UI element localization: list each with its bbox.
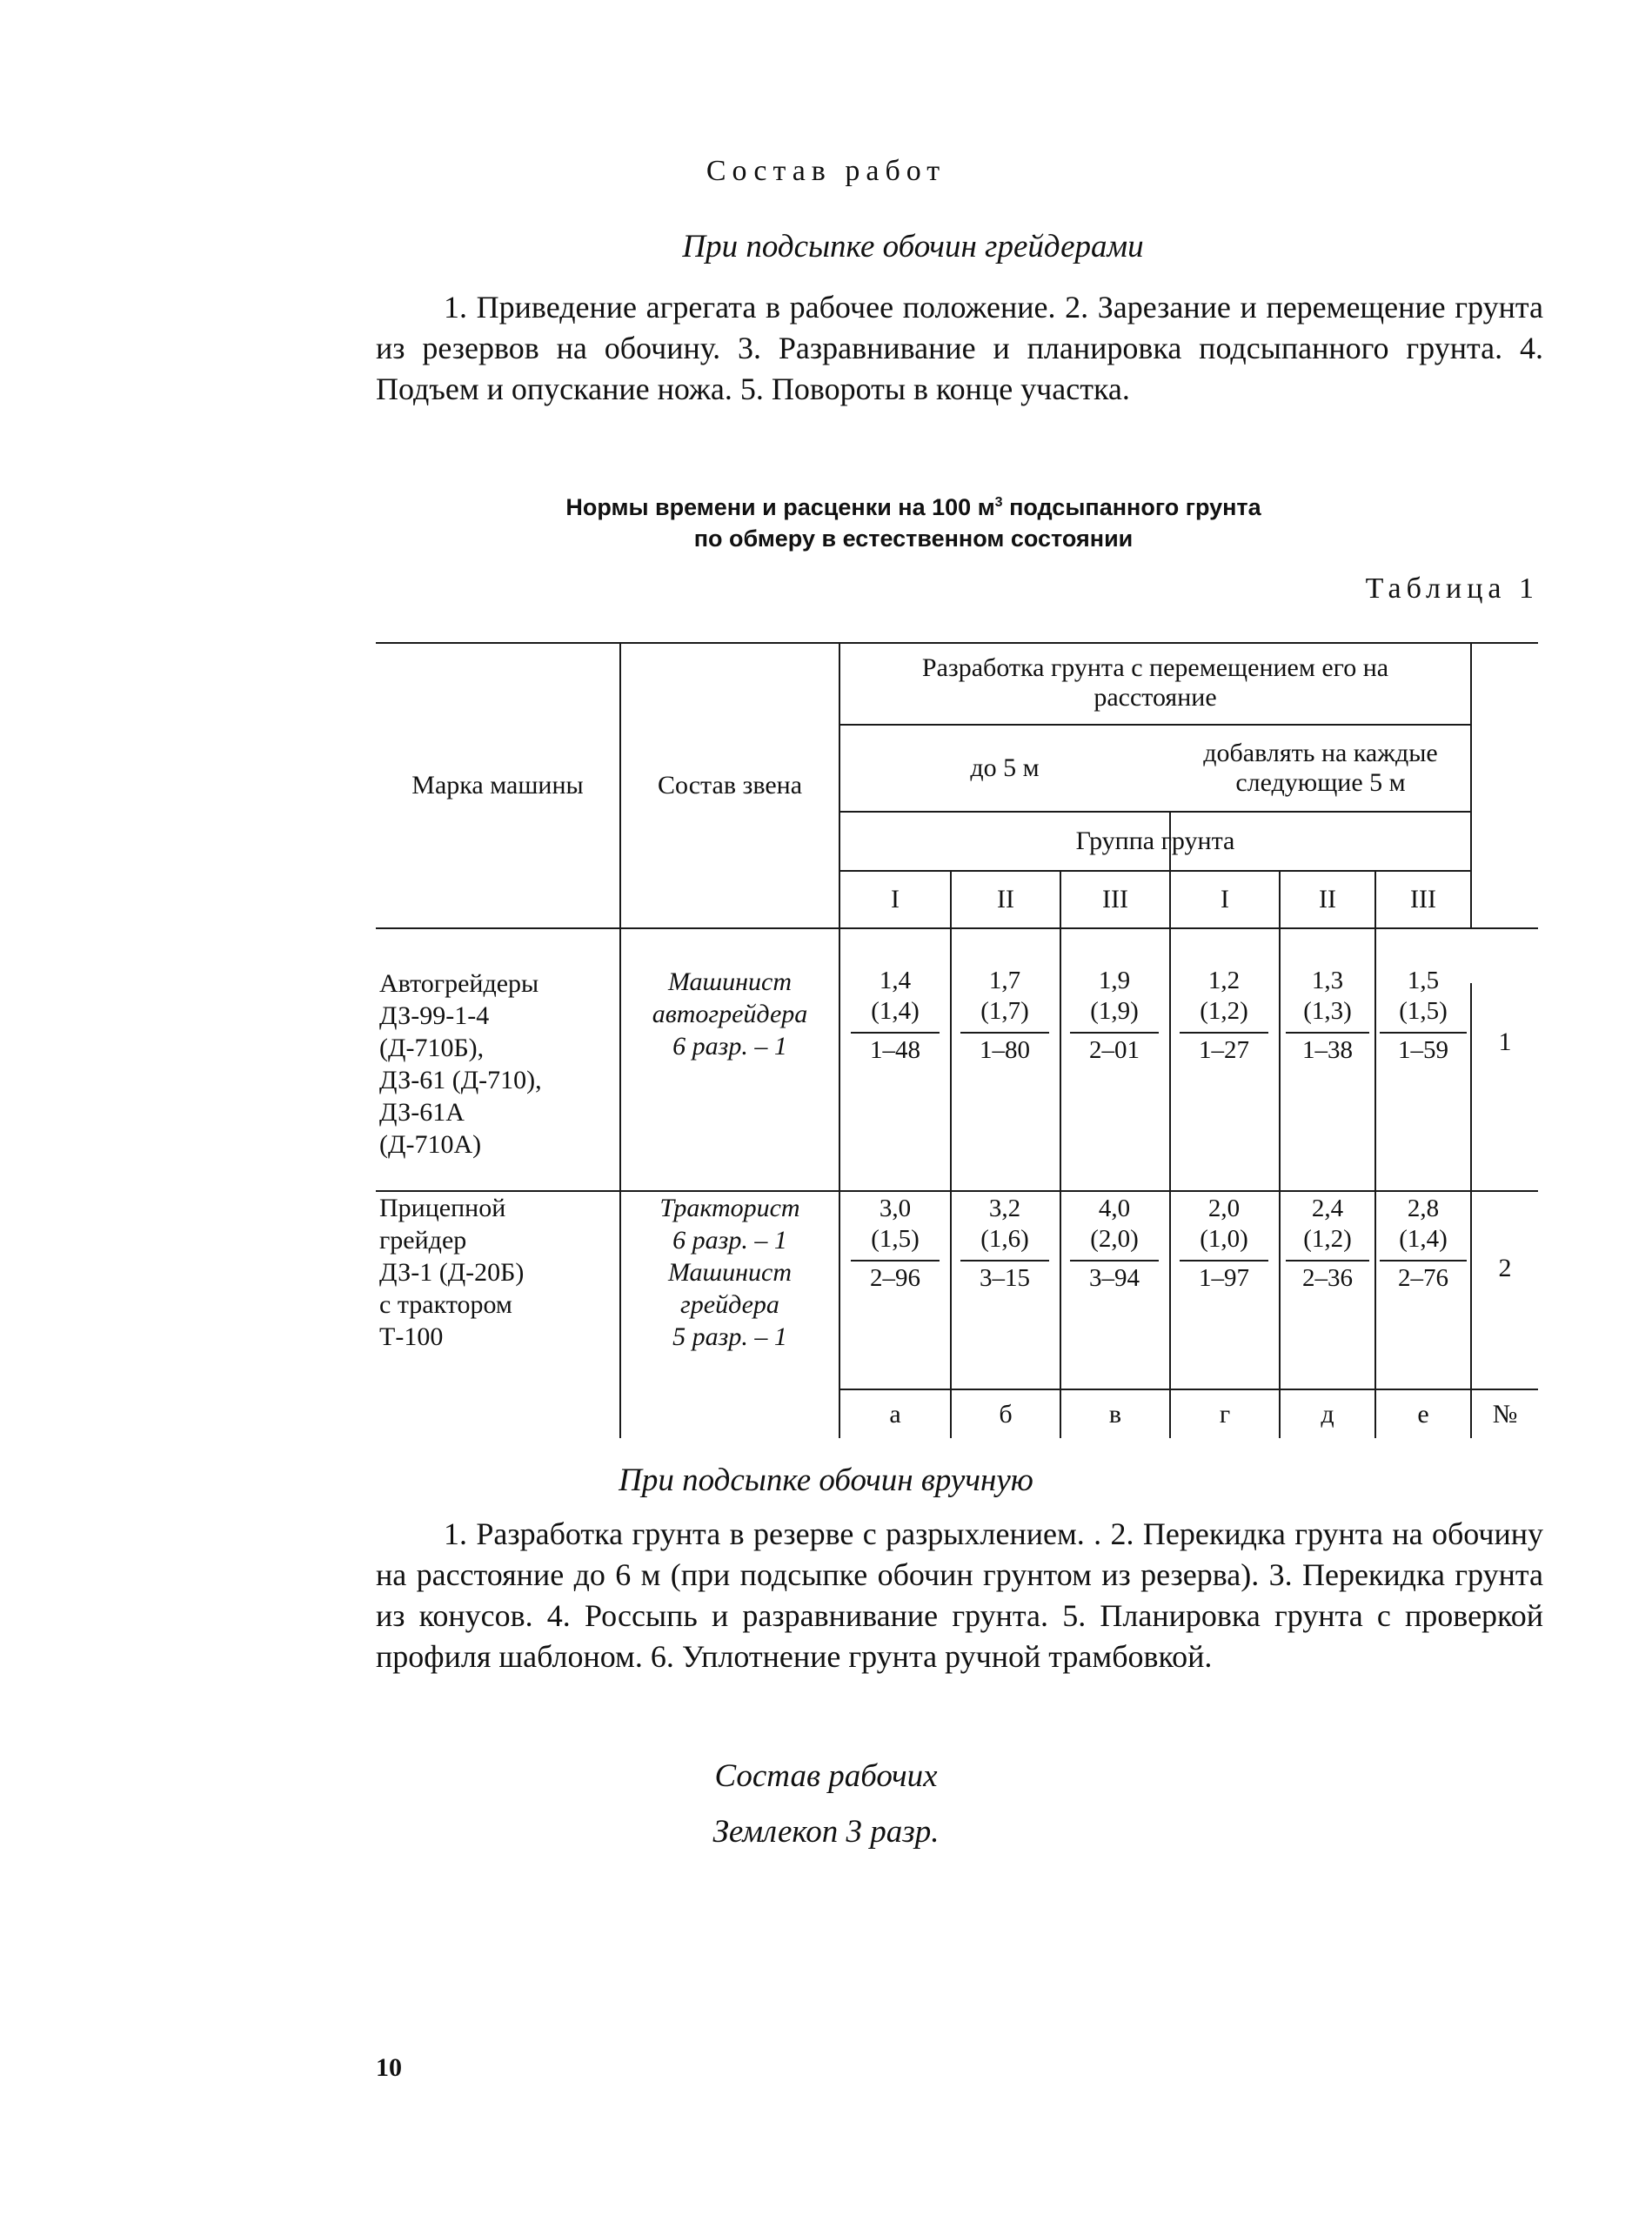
row2-value-a xyxy=(851,1194,940,1294)
col-letter-b: б xyxy=(999,1399,1013,1429)
row1-crew-line: 6 разр. – 1 xyxy=(672,1032,787,1061)
workers-value: Землекоп 3 разр. xyxy=(712,1814,940,1850)
row2-brand-line: грейдер xyxy=(379,1226,467,1255)
row2-value-c xyxy=(1070,1194,1159,1294)
row2-crew xyxy=(621,1192,839,1353)
norm-alt: (1,2) xyxy=(1303,1225,1352,1253)
norm: 4,0 xyxy=(1098,1195,1131,1222)
norm: 2,8 xyxy=(1407,1195,1440,1222)
rate: 1–59 xyxy=(1380,1032,1467,1066)
row1-brand-line: Автогрейдеры xyxy=(379,969,539,998)
row1-brand xyxy=(379,967,619,1161)
row1-value-f xyxy=(1380,966,1467,1066)
row2-brand-line: ДЗ-1 (Д-20Б) xyxy=(379,1258,525,1287)
row1-crew-line: автогрейдера xyxy=(652,1000,808,1028)
rate: 1–27 xyxy=(1180,1032,1268,1066)
row1-value-a xyxy=(851,966,940,1066)
norm: 1,3 xyxy=(1311,967,1344,994)
rate: 1–38 xyxy=(1286,1032,1369,1066)
row1-brand-line: (Д-710А) xyxy=(379,1130,482,1159)
col-letter-c: в xyxy=(1108,1399,1122,1429)
norm: 1,4 xyxy=(879,967,912,994)
row2-crew-line: Машинист xyxy=(667,1258,793,1287)
group-3: III xyxy=(1102,885,1128,914)
norm: 3,0 xyxy=(879,1195,912,1222)
group-5: II xyxy=(1319,885,1336,914)
norms-table xyxy=(376,642,1538,1438)
norm-alt: (1,3) xyxy=(1303,997,1352,1025)
row1-value-b xyxy=(960,966,1049,1066)
norm-alt: (1,5) xyxy=(1399,997,1448,1025)
caption-line2: по обмеру в естественном состоянии xyxy=(693,525,1134,552)
table-label: Таблица 1 xyxy=(1365,572,1539,605)
header-work: Разработка грунта с перемещением его на расстояние xyxy=(921,653,1389,712)
rate: 2–36 xyxy=(1286,1260,1369,1294)
col-num-label: № xyxy=(1492,1399,1518,1429)
rate: 1–80 xyxy=(960,1032,1049,1066)
header-upto5: до 5 м xyxy=(970,753,1040,782)
row2-crew-line: Тракторист xyxy=(659,1194,800,1222)
norm-alt: (1,9) xyxy=(1090,997,1139,1025)
page-number: 10 xyxy=(376,2053,402,2082)
col-letter-e: д xyxy=(1321,1399,1334,1429)
row2-crew-line: грейдера xyxy=(680,1290,779,1319)
col-letter-d: г xyxy=(1219,1399,1231,1429)
row1-brand-line: ДЗ-61 (Д-710), xyxy=(379,1066,542,1094)
row2-brand-line: Т-100 xyxy=(379,1322,444,1351)
rate: 1–48 xyxy=(851,1032,940,1066)
norm-alt: (1,5) xyxy=(871,1225,920,1253)
norm: 2,4 xyxy=(1311,1195,1344,1222)
rule-v-c5 xyxy=(1374,870,1376,1438)
group-6: III xyxy=(1410,885,1436,914)
paragraph-manual xyxy=(376,1514,1543,1677)
caption-line1-post: подсыпанного грунта xyxy=(1002,494,1261,520)
group-1: I xyxy=(891,885,900,914)
paragraph-graders-text: 1. Приведение агрегата в рабочее положение. 2. Зарезание и перемещение грунта из резервов на обочину. 3. Разравнивание и планировка подсыпанного грунта. 4. Подъем и опускание ножа. 5. Повороты в конце участка. xyxy=(376,290,1543,406)
norm: 1,9 xyxy=(1098,967,1131,994)
norm-alt: (1,7) xyxy=(980,997,1029,1025)
norm-alt: (1,4) xyxy=(1399,1225,1448,1253)
rate: 2–96 xyxy=(851,1260,940,1294)
group-4: I xyxy=(1221,885,1229,914)
row1-value-d xyxy=(1180,966,1268,1066)
row2-value-f xyxy=(1380,1194,1467,1294)
row2-number: 2 xyxy=(1498,1254,1512,1282)
row2-brand-line: с трактором xyxy=(379,1290,512,1319)
rate: 2–76 xyxy=(1380,1260,1467,1294)
header-brand: Марка машины xyxy=(411,771,584,800)
rule-v-c1 xyxy=(950,870,952,1438)
section-title: Состав работ xyxy=(706,155,946,187)
caption-line1: Нормы времени и расценки на 100 м xyxy=(565,494,995,520)
norm-alt: (1,4) xyxy=(871,997,920,1025)
row1-number: 1 xyxy=(1498,1027,1512,1056)
group-2: II xyxy=(997,885,1014,914)
header-group: Группа грунта xyxy=(1075,827,1235,855)
workers-title: Состав рабочих xyxy=(714,1758,938,1794)
norm: 2,0 xyxy=(1207,1195,1241,1222)
rate: 1–97 xyxy=(1180,1260,1268,1294)
col-letter-a: а xyxy=(889,1399,901,1429)
subtitle-manual: При подсыпке обочин вручную xyxy=(619,1462,1033,1498)
row1-value-c xyxy=(1070,966,1159,1066)
norm: 1,7 xyxy=(988,967,1021,994)
rate: 2–01 xyxy=(1070,1032,1159,1066)
norm-alt: (1,2) xyxy=(1200,997,1248,1025)
norm-alt: (1,6) xyxy=(980,1225,1029,1253)
norm-alt: (1,0) xyxy=(1200,1225,1248,1253)
row1-crew xyxy=(621,966,839,1062)
header-crew: Состав звена xyxy=(657,771,803,800)
row2-crew-line: 6 разр. – 1 xyxy=(672,1226,787,1255)
row2-crew-line: 5 разр. – 1 xyxy=(672,1322,787,1351)
header-add5: добавлять на каждые следующие 5 м xyxy=(1203,739,1438,797)
row1-brand-line: (Д-710Б), xyxy=(379,1034,485,1062)
row1-brand-line: ДЗ-99-1-4 xyxy=(379,1001,490,1030)
table-caption xyxy=(435,487,1392,554)
row2-brand xyxy=(379,1192,619,1353)
rule-v-c2 xyxy=(1060,870,1061,1438)
caption-sup: 3 xyxy=(994,495,1003,510)
paragraph-manual-text: 1. Разработка грунта в резерве с разрыхлением. . 2. Перекидка грунта на обочину на расстояние до 6 м (при подсыпке обочин грунтом из резерва). 3. Перекидка грунта из конусов. 4. Россыпь и разравнивание грунта. 5. Планировка грунта с проверкой профиля шаблоном. 6. Уплотнение грунта ручной трамбовкой. xyxy=(376,1516,1543,1674)
norm-alt: (2,0) xyxy=(1090,1225,1139,1253)
col-letter-f: е xyxy=(1417,1399,1429,1429)
row2-value-d xyxy=(1180,1194,1268,1294)
norm: 1,2 xyxy=(1207,967,1241,994)
paragraph-graders xyxy=(376,287,1543,410)
rate: 3–15 xyxy=(960,1260,1049,1294)
subtitle-graders: При подсыпке обочин грейдерами xyxy=(682,229,1144,264)
rate: 3–94 xyxy=(1070,1260,1159,1294)
norm: 1,5 xyxy=(1407,967,1440,994)
row1-crew-line: Машинист xyxy=(667,967,793,996)
row1-value-e xyxy=(1286,966,1369,1066)
rule-v-c4 xyxy=(1279,870,1281,1438)
norm: 3,2 xyxy=(988,1195,1021,1222)
row2-brand-line: Прицепной xyxy=(379,1194,506,1222)
rule-v-header-right xyxy=(1470,642,1472,929)
row2-value-b xyxy=(960,1194,1049,1294)
row2-value-e xyxy=(1286,1194,1369,1294)
row1-brand-line: ДЗ-61А xyxy=(379,1098,465,1127)
